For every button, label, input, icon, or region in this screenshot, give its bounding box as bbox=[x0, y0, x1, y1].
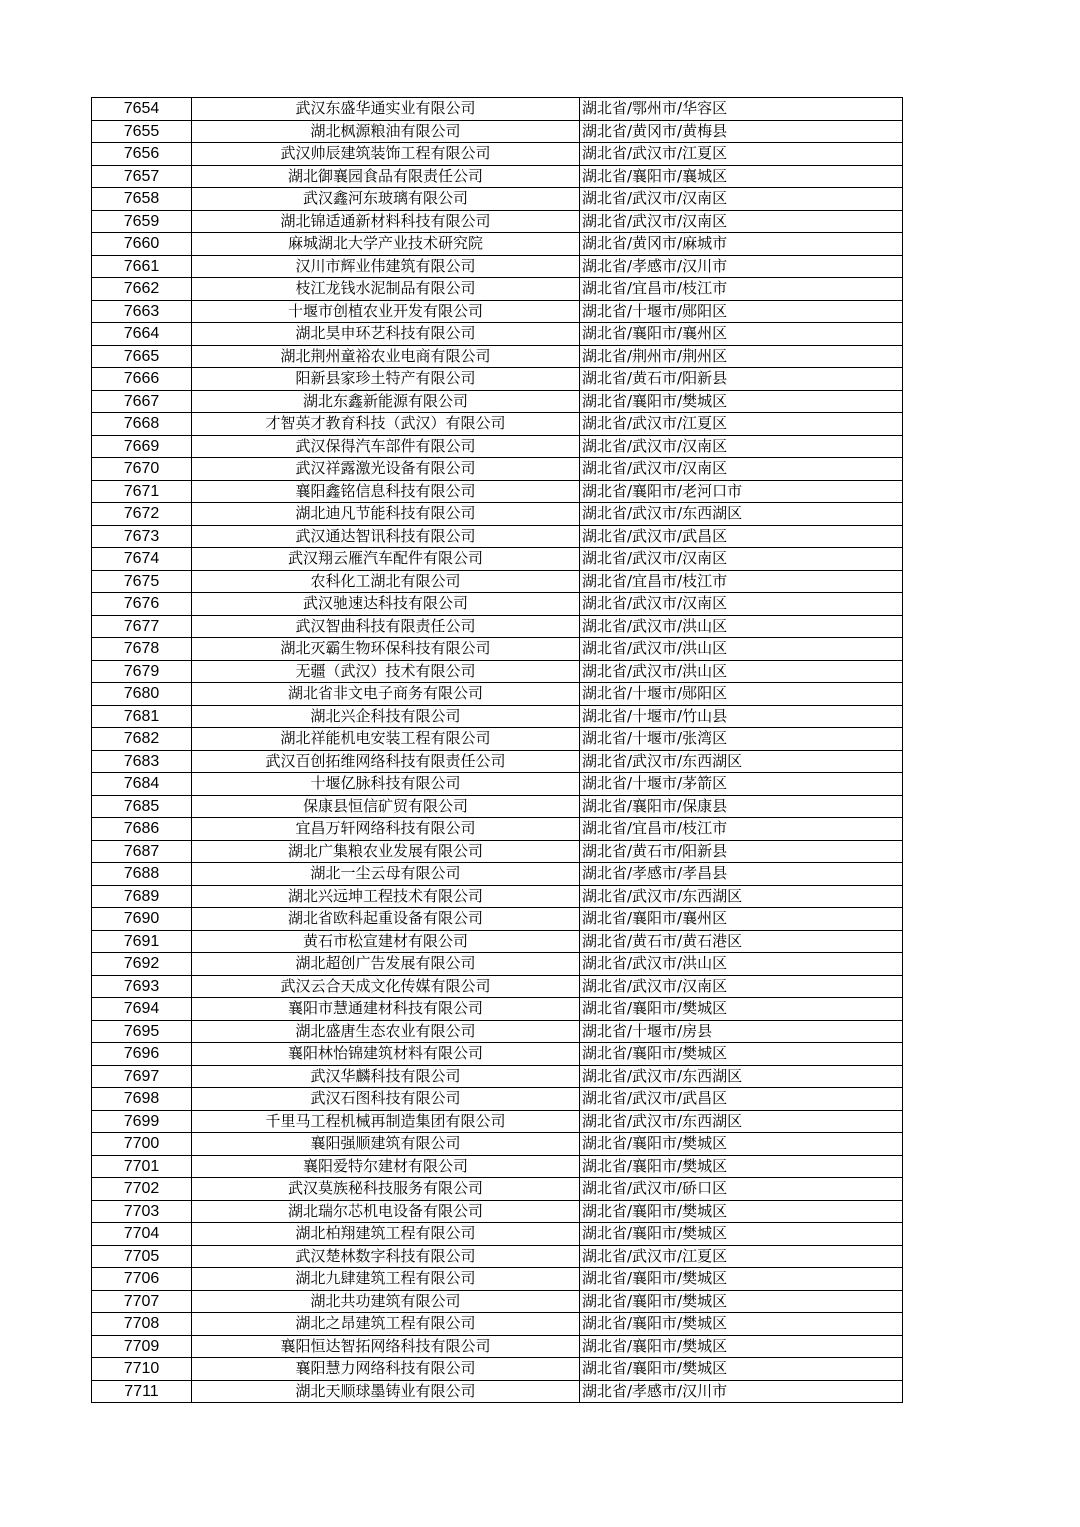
company-name-cell: 襄阳恒达智拓网络科技有限公司 bbox=[192, 1335, 580, 1358]
region-cell: 湖北省/武汉市/东西湖区 bbox=[580, 503, 903, 526]
region-cell: 湖北省/十堰市/郧阳区 bbox=[580, 300, 903, 323]
row-number-cell: 7702 bbox=[92, 1178, 192, 1201]
region-cell: 湖北省/武汉市/东西湖区 bbox=[580, 750, 903, 773]
table-row bbox=[92, 323, 903, 346]
table-row bbox=[92, 818, 903, 841]
row-number-cell: 7703 bbox=[92, 1200, 192, 1223]
company-name-cell: 农科化工湖北有限公司 bbox=[192, 570, 580, 593]
company-name-cell: 黄石市松宣建材有限公司 bbox=[192, 930, 580, 953]
row-number-cell: 7710 bbox=[92, 1358, 192, 1381]
company-name-cell: 襄阳爱特尔建材有限公司 bbox=[192, 1155, 580, 1178]
region-cell: 湖北省/襄阳市/樊城区 bbox=[580, 1313, 903, 1336]
company-name-cell: 武汉通达智讯科技有限公司 bbox=[192, 525, 580, 548]
region-cell: 湖北省/襄阳市/樊城区 bbox=[580, 1200, 903, 1223]
company-name-cell: 湖北东鑫新能源有限公司 bbox=[192, 390, 580, 413]
company-name-cell: 麻城湖北大学产业技术研究院 bbox=[192, 233, 580, 256]
company-name-cell: 湖北超创广告发展有限公司 bbox=[192, 953, 580, 976]
table-row bbox=[92, 953, 903, 976]
region-cell: 湖北省/黄冈市/黄梅县 bbox=[580, 120, 903, 143]
company-name-cell: 枝江龙钱水泥制品有限公司 bbox=[192, 278, 580, 301]
table-row bbox=[92, 120, 903, 143]
row-number-cell: 7690 bbox=[92, 908, 192, 931]
table-row bbox=[92, 1200, 903, 1223]
row-number-cell: 7697 bbox=[92, 1065, 192, 1088]
company-name-cell: 湖北瑞尔芯机电设备有限公司 bbox=[192, 1200, 580, 1223]
company-name-cell: 湖北九肆建筑工程有限公司 bbox=[192, 1268, 580, 1291]
company-name-cell: 湖北柏翔建筑工程有限公司 bbox=[192, 1223, 580, 1246]
row-number-cell: 7665 bbox=[92, 345, 192, 368]
row-number-cell: 7660 bbox=[92, 233, 192, 256]
company-name-cell: 武汉驰速达科技有限公司 bbox=[192, 593, 580, 616]
table-row bbox=[92, 458, 903, 481]
row-number-cell: 7662 bbox=[92, 278, 192, 301]
table-row bbox=[92, 233, 903, 256]
row-number-cell: 7708 bbox=[92, 1313, 192, 1336]
row-number-cell: 7669 bbox=[92, 435, 192, 458]
row-number-cell: 7685 bbox=[92, 795, 192, 818]
table-row bbox=[92, 840, 903, 863]
table-row bbox=[92, 188, 903, 211]
region-cell: 湖北省/武汉市/汉南区 bbox=[580, 210, 903, 233]
company-name-cell: 宜昌万轩网络科技有限公司 bbox=[192, 818, 580, 841]
region-cell: 湖北省/孝感市/汉川市 bbox=[580, 1380, 903, 1403]
region-cell: 湖北省/襄阳市/襄州区 bbox=[580, 323, 903, 346]
table-row bbox=[92, 1245, 903, 1268]
table-row bbox=[92, 750, 903, 773]
table-row bbox=[92, 368, 903, 391]
row-number-cell: 7682 bbox=[92, 728, 192, 751]
row-number-cell: 7700 bbox=[92, 1133, 192, 1156]
row-number-cell: 7655 bbox=[92, 120, 192, 143]
region-cell: 湖北省/襄阳市/樊城区 bbox=[580, 1223, 903, 1246]
region-cell: 湖北省/武汉市/汉南区 bbox=[580, 593, 903, 616]
company-name-cell: 湖北荆州童裕农业电商有限公司 bbox=[192, 345, 580, 368]
table-row bbox=[92, 660, 903, 683]
row-number-cell: 7687 bbox=[92, 840, 192, 863]
table-row bbox=[92, 1313, 903, 1336]
region-cell: 湖北省/武汉市/江夏区 bbox=[580, 413, 903, 436]
company-name-cell: 襄阳鑫铭信息科技有限公司 bbox=[192, 480, 580, 503]
region-cell: 湖北省/武汉市/东西湖区 bbox=[580, 885, 903, 908]
row-number-cell: 7675 bbox=[92, 570, 192, 593]
row-number-cell: 7668 bbox=[92, 413, 192, 436]
company-name-cell: 武汉楚林数字科技有限公司 bbox=[192, 1245, 580, 1268]
row-number-cell: 7663 bbox=[92, 300, 192, 323]
region-cell: 湖北省/襄阳市/老河口市 bbox=[580, 480, 903, 503]
region-cell: 湖北省/鄂州市/华容区 bbox=[580, 98, 903, 121]
region-cell: 湖北省/孝感市/孝昌县 bbox=[580, 863, 903, 886]
row-number-cell: 7676 bbox=[92, 593, 192, 616]
row-number-cell: 7706 bbox=[92, 1268, 192, 1291]
table-row bbox=[92, 165, 903, 188]
company-name-cell: 武汉华麟科技有限公司 bbox=[192, 1065, 580, 1088]
region-cell: 湖北省/武汉市/武昌区 bbox=[580, 1088, 903, 1111]
table-row bbox=[92, 638, 903, 661]
region-cell: 湖北省/襄阳市/樊城区 bbox=[580, 1290, 903, 1313]
region-cell: 湖北省/武汉市/汉南区 bbox=[580, 435, 903, 458]
table-row bbox=[92, 98, 903, 121]
table-row bbox=[92, 593, 903, 616]
company-name-cell: 武汉东盛华通实业有限公司 bbox=[192, 98, 580, 121]
row-number-cell: 7711 bbox=[92, 1380, 192, 1403]
company-name-cell: 千里马工程机械再制造集团有限公司 bbox=[192, 1110, 580, 1133]
company-name-cell: 湖北省欧科起重设备有限公司 bbox=[192, 908, 580, 931]
company-name-cell: 湖北御襄园食品有限责任公司 bbox=[192, 165, 580, 188]
region-cell: 湖北省/武汉市/汉南区 bbox=[580, 188, 903, 211]
table-row bbox=[92, 570, 903, 593]
region-cell: 湖北省/武汉市/汉南区 bbox=[580, 458, 903, 481]
region-cell: 湖北省/黄石市/黄石港区 bbox=[580, 930, 903, 953]
table-row bbox=[92, 480, 903, 503]
table-row bbox=[92, 525, 903, 548]
table-row bbox=[92, 1290, 903, 1313]
table-row bbox=[92, 255, 903, 278]
company-name-cell: 湖北枫源粮油有限公司 bbox=[192, 120, 580, 143]
region-cell: 湖北省/武汉市/江夏区 bbox=[580, 1245, 903, 1268]
company-name-cell: 湖北盛唐生态农业有限公司 bbox=[192, 1020, 580, 1043]
region-cell: 湖北省/宜昌市/枝江市 bbox=[580, 278, 903, 301]
region-cell: 湖北省/十堰市/张湾区 bbox=[580, 728, 903, 751]
region-cell: 湖北省/襄阳市/保康县 bbox=[580, 795, 903, 818]
row-number-cell: 7657 bbox=[92, 165, 192, 188]
row-number-cell: 7672 bbox=[92, 503, 192, 526]
region-cell: 湖北省/十堰市/房县 bbox=[580, 1020, 903, 1043]
company-name-cell: 武汉帅辰建筑装饰工程有限公司 bbox=[192, 143, 580, 166]
table-row bbox=[92, 548, 903, 571]
row-number-cell: 7688 bbox=[92, 863, 192, 886]
row-number-cell: 7670 bbox=[92, 458, 192, 481]
region-cell: 湖北省/黄冈市/麻城市 bbox=[580, 233, 903, 256]
company-name-cell: 湖北之昂建筑工程有限公司 bbox=[192, 1313, 580, 1336]
region-cell: 湖北省/黄石市/阳新县 bbox=[580, 368, 903, 391]
row-number-cell: 7656 bbox=[92, 143, 192, 166]
table-row bbox=[92, 1133, 903, 1156]
table-row bbox=[92, 683, 903, 706]
company-name-cell: 湖北祥能机电安装工程有限公司 bbox=[192, 728, 580, 751]
row-number-cell: 7694 bbox=[92, 998, 192, 1021]
company-name-cell: 湖北共功建筑有限公司 bbox=[192, 1290, 580, 1313]
row-number-cell: 7691 bbox=[92, 930, 192, 953]
region-cell: 湖北省/黄石市/阳新县 bbox=[580, 840, 903, 863]
region-cell: 湖北省/武汉市/洪山区 bbox=[580, 660, 903, 683]
row-number-cell: 7689 bbox=[92, 885, 192, 908]
region-cell: 湖北省/武汉市/武昌区 bbox=[580, 525, 903, 548]
table-row bbox=[92, 908, 903, 931]
region-cell: 湖北省/十堰市/郧阳区 bbox=[580, 683, 903, 706]
company-name-cell: 湖北兴企科技有限公司 bbox=[192, 705, 580, 728]
company-name-cell: 湖北锦适通新材料科技有限公司 bbox=[192, 210, 580, 233]
company-name-cell: 十堰市创植农业开发有限公司 bbox=[192, 300, 580, 323]
region-cell: 湖北省/武汉市/洪山区 bbox=[580, 953, 903, 976]
company-name-cell: 襄阳慧力网络科技有限公司 bbox=[192, 1358, 580, 1381]
table-body bbox=[92, 98, 903, 1403]
region-cell: 湖北省/十堰市/竹山县 bbox=[580, 705, 903, 728]
company-name-cell: 才智英才教育科技（武汉）有限公司 bbox=[192, 413, 580, 436]
company-name-cell: 武汉翔云雁汽车配件有限公司 bbox=[192, 548, 580, 571]
company-name-cell: 湖北迪凡节能科技有限公司 bbox=[192, 503, 580, 526]
table-row bbox=[92, 705, 903, 728]
company-name-cell: 襄阳林怡锦建筑材料有限公司 bbox=[192, 1043, 580, 1066]
region-cell: 湖北省/襄阳市/樊城区 bbox=[580, 1133, 903, 1156]
company-name-cell: 湖北天顺球墨铸业有限公司 bbox=[192, 1380, 580, 1403]
row-number-cell: 7677 bbox=[92, 615, 192, 638]
company-name-cell: 武汉百创拓维网络科技有限责任公司 bbox=[192, 750, 580, 773]
region-cell: 湖北省/武汉市/硚口区 bbox=[580, 1178, 903, 1201]
table-row bbox=[92, 1155, 903, 1178]
table-row bbox=[92, 930, 903, 953]
region-cell: 湖北省/襄阳市/樊城区 bbox=[580, 1358, 903, 1381]
table-row bbox=[92, 975, 903, 998]
region-cell: 湖北省/荆州市/荆州区 bbox=[580, 345, 903, 368]
region-cell: 湖北省/武汉市/东西湖区 bbox=[580, 1110, 903, 1133]
table-row bbox=[92, 1358, 903, 1381]
region-cell: 湖北省/襄阳市/樊城区 bbox=[580, 1268, 903, 1291]
row-number-cell: 7667 bbox=[92, 390, 192, 413]
table-row bbox=[92, 885, 903, 908]
table-row bbox=[92, 435, 903, 458]
table-row bbox=[92, 1268, 903, 1291]
row-number-cell: 7666 bbox=[92, 368, 192, 391]
region-cell: 湖北省/襄阳市/襄城区 bbox=[580, 165, 903, 188]
region-cell: 湖北省/武汉市/江夏区 bbox=[580, 143, 903, 166]
region-cell: 湖北省/武汉市/汉南区 bbox=[580, 548, 903, 571]
row-number-cell: 7707 bbox=[92, 1290, 192, 1313]
company-name-cell: 湖北灭霸生物环保科技有限公司 bbox=[192, 638, 580, 661]
table-row bbox=[92, 795, 903, 818]
row-number-cell: 7692 bbox=[92, 953, 192, 976]
company-name-cell: 湖北昊申环艺科技有限公司 bbox=[192, 323, 580, 346]
table-row bbox=[92, 503, 903, 526]
table-row bbox=[92, 615, 903, 638]
table-row bbox=[92, 413, 903, 436]
company-name-cell: 武汉莫族秘科技服务有限公司 bbox=[192, 1178, 580, 1201]
row-number-cell: 7658 bbox=[92, 188, 192, 211]
region-cell: 湖北省/武汉市/东西湖区 bbox=[580, 1065, 903, 1088]
row-number-cell: 7698 bbox=[92, 1088, 192, 1111]
company-name-cell: 湖北兴远坤工程技术有限公司 bbox=[192, 885, 580, 908]
row-number-cell: 7659 bbox=[92, 210, 192, 233]
company-name-cell: 武汉鑫河东玻璃有限公司 bbox=[192, 188, 580, 211]
company-name-cell: 汉川市辉业伟建筑有限公司 bbox=[192, 255, 580, 278]
region-cell: 湖北省/武汉市/洪山区 bbox=[580, 638, 903, 661]
row-number-cell: 7674 bbox=[92, 548, 192, 571]
company-name-cell: 十堰亿脉科技有限公司 bbox=[192, 773, 580, 796]
table-row bbox=[92, 300, 903, 323]
table-row bbox=[92, 773, 903, 796]
row-number-cell: 7701 bbox=[92, 1155, 192, 1178]
table-row bbox=[92, 210, 903, 233]
region-cell: 湖北省/襄阳市/襄州区 bbox=[580, 908, 903, 931]
table-row bbox=[92, 1065, 903, 1088]
table-row bbox=[92, 1110, 903, 1133]
table-row bbox=[92, 1223, 903, 1246]
table-row bbox=[92, 1178, 903, 1201]
region-cell: 湖北省/十堰市/茅箭区 bbox=[580, 773, 903, 796]
table-row bbox=[92, 728, 903, 751]
table-row bbox=[92, 345, 903, 368]
region-cell: 湖北省/武汉市/汉南区 bbox=[580, 975, 903, 998]
company-name-cell: 襄阳市慧通建材科技有限公司 bbox=[192, 998, 580, 1021]
company-name-cell: 湖北省非文电子商务有限公司 bbox=[192, 683, 580, 706]
company-name-cell: 武汉石图科技有限公司 bbox=[192, 1088, 580, 1111]
company-name-cell: 武汉云合天成文化传媒有限公司 bbox=[192, 975, 580, 998]
row-number-cell: 7661 bbox=[92, 255, 192, 278]
row-number-cell: 7705 bbox=[92, 1245, 192, 1268]
region-cell: 湖北省/襄阳市/樊城区 bbox=[580, 998, 903, 1021]
region-cell: 湖北省/襄阳市/樊城区 bbox=[580, 390, 903, 413]
table-row bbox=[92, 1088, 903, 1111]
row-number-cell: 7673 bbox=[92, 525, 192, 548]
row-number-cell: 7696 bbox=[92, 1043, 192, 1066]
region-cell: 湖北省/宜昌市/枝江市 bbox=[580, 818, 903, 841]
company-name-cell: 阳新县家珍土特产有限公司 bbox=[192, 368, 580, 391]
row-number-cell: 7680 bbox=[92, 683, 192, 706]
row-number-cell: 7693 bbox=[92, 975, 192, 998]
company-name-cell: 武汉保得汽车部件有限公司 bbox=[192, 435, 580, 458]
region-cell: 湖北省/孝感市/汉川市 bbox=[580, 255, 903, 278]
region-cell: 湖北省/襄阳市/樊城区 bbox=[580, 1335, 903, 1358]
row-number-cell: 7684 bbox=[92, 773, 192, 796]
region-cell: 湖北省/襄阳市/樊城区 bbox=[580, 1043, 903, 1066]
row-number-cell: 7683 bbox=[92, 750, 192, 773]
row-number-cell: 7699 bbox=[92, 1110, 192, 1133]
row-number-cell: 7664 bbox=[92, 323, 192, 346]
company-name-cell: 湖北广集粮农业发展有限公司 bbox=[192, 840, 580, 863]
row-number-cell: 7709 bbox=[92, 1335, 192, 1358]
table-row bbox=[92, 278, 903, 301]
company-name-cell: 襄阳强顺建筑有限公司 bbox=[192, 1133, 580, 1156]
row-number-cell: 7671 bbox=[92, 480, 192, 503]
company-name-cell: 湖北一尘云母有限公司 bbox=[192, 863, 580, 886]
company-name-cell: 无疆（武汉）技术有限公司 bbox=[192, 660, 580, 683]
company-name-cell: 武汉智曲科技有限责任公司 bbox=[192, 615, 580, 638]
row-number-cell: 7654 bbox=[92, 98, 192, 121]
region-cell: 湖北省/武汉市/洪山区 bbox=[580, 615, 903, 638]
table-row bbox=[92, 143, 903, 166]
table-row bbox=[92, 1335, 903, 1358]
table-row bbox=[92, 998, 903, 1021]
company-name-cell: 武汉祥露激光设备有限公司 bbox=[192, 458, 580, 481]
table-row bbox=[92, 1380, 903, 1403]
row-number-cell: 7678 bbox=[92, 638, 192, 661]
region-cell: 湖北省/襄阳市/樊城区 bbox=[580, 1155, 903, 1178]
row-number-cell: 7681 bbox=[92, 705, 192, 728]
company-list-table bbox=[91, 97, 903, 1403]
region-cell: 湖北省/宜昌市/枝江市 bbox=[580, 570, 903, 593]
table-row bbox=[92, 863, 903, 886]
company-name-cell: 保康县恒信矿贸有限公司 bbox=[192, 795, 580, 818]
row-number-cell: 7704 bbox=[92, 1223, 192, 1246]
table-row bbox=[92, 1020, 903, 1043]
row-number-cell: 7695 bbox=[92, 1020, 192, 1043]
table-row bbox=[92, 390, 903, 413]
row-number-cell: 7679 bbox=[92, 660, 192, 683]
row-number-cell: 7686 bbox=[92, 818, 192, 841]
table-row bbox=[92, 1043, 903, 1066]
